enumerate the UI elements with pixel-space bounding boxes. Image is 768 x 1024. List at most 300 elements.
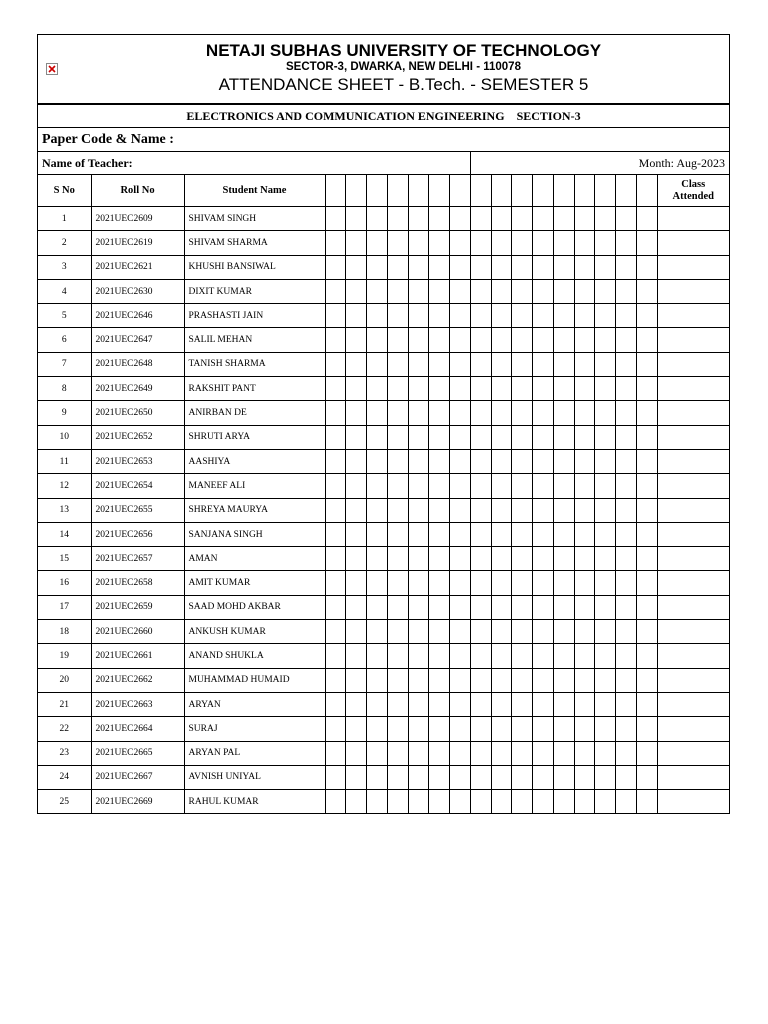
cell-day[interactable] <box>387 692 408 716</box>
cell-attended[interactable] <box>657 377 729 401</box>
cell-day[interactable] <box>346 522 367 546</box>
cell-day[interactable] <box>512 449 533 473</box>
cell-day[interactable] <box>616 522 637 546</box>
cell-day[interactable] <box>325 571 346 595</box>
cell-day[interactable] <box>325 692 346 716</box>
cell-day[interactable] <box>367 231 388 255</box>
cell-day[interactable] <box>512 765 533 789</box>
cell-day[interactable] <box>346 717 367 741</box>
cell-day[interactable] <box>553 620 574 644</box>
cell-day[interactable] <box>450 255 471 279</box>
cell-day[interactable] <box>470 644 491 668</box>
cell-day[interactable] <box>367 425 388 449</box>
cell-day[interactable] <box>553 692 574 716</box>
cell-day[interactable] <box>470 571 491 595</box>
cell-day[interactable] <box>636 620 657 644</box>
cell-day[interactable] <box>595 328 616 352</box>
cell-day[interactable] <box>533 547 554 571</box>
cell-day[interactable] <box>367 522 388 546</box>
cell-day[interactable] <box>367 328 388 352</box>
cell-day[interactable] <box>512 741 533 765</box>
cell-day[interactable] <box>387 231 408 255</box>
cell-day[interactable] <box>616 328 637 352</box>
cell-day[interactable] <box>636 595 657 619</box>
cell-attended[interactable] <box>657 425 729 449</box>
cell-day[interactable] <box>429 547 450 571</box>
cell-attended[interactable] <box>657 692 729 716</box>
cell-day[interactable] <box>408 522 429 546</box>
cell-day[interactable] <box>574 571 595 595</box>
cell-day[interactable] <box>408 231 429 255</box>
cell-day[interactable] <box>574 377 595 401</box>
cell-day[interactable] <box>512 595 533 619</box>
cell-day[interactable] <box>553 449 574 473</box>
cell-day[interactable] <box>595 547 616 571</box>
cell-day[interactable] <box>408 765 429 789</box>
cell-day[interactable] <box>429 498 450 522</box>
cell-day[interactable] <box>346 620 367 644</box>
cell-day[interactable] <box>491 231 512 255</box>
cell-day[interactable] <box>616 425 637 449</box>
cell-day[interactable] <box>325 401 346 425</box>
cell-day[interactable] <box>450 498 471 522</box>
cell-day[interactable] <box>595 765 616 789</box>
cell-day[interactable] <box>595 571 616 595</box>
cell-day[interactable] <box>595 304 616 328</box>
cell-day[interactable] <box>450 595 471 619</box>
cell-day[interactable] <box>636 644 657 668</box>
cell-day[interactable] <box>387 279 408 303</box>
cell-day[interactable] <box>553 207 574 231</box>
cell-day[interactable] <box>636 304 657 328</box>
cell-day[interactable] <box>450 790 471 814</box>
cell-day[interactable] <box>470 279 491 303</box>
cell-day[interactable] <box>636 571 657 595</box>
cell-day[interactable] <box>408 425 429 449</box>
cell-day[interactable] <box>367 668 388 692</box>
cell-day[interactable] <box>387 571 408 595</box>
cell-day[interactable] <box>346 571 367 595</box>
cell-day[interactable] <box>429 474 450 498</box>
cell-day[interactable] <box>574 644 595 668</box>
cell-day[interactable] <box>450 304 471 328</box>
cell-attended[interactable] <box>657 595 729 619</box>
cell-day[interactable] <box>553 765 574 789</box>
cell-day[interactable] <box>636 717 657 741</box>
cell-day[interactable] <box>450 425 471 449</box>
cell-day[interactable] <box>595 595 616 619</box>
cell-day[interactable] <box>636 474 657 498</box>
cell-day[interactable] <box>512 498 533 522</box>
cell-day[interactable] <box>325 377 346 401</box>
cell-day[interactable] <box>616 668 637 692</box>
cell-day[interactable] <box>574 547 595 571</box>
cell-day[interactable] <box>346 668 367 692</box>
cell-day[interactable] <box>491 425 512 449</box>
cell-day[interactable] <box>595 620 616 644</box>
cell-day[interactable] <box>367 401 388 425</box>
cell-day[interactable] <box>408 620 429 644</box>
cell-day[interactable] <box>553 547 574 571</box>
cell-day[interactable] <box>429 231 450 255</box>
cell-day[interactable] <box>616 717 637 741</box>
cell-day[interactable] <box>387 352 408 376</box>
cell-day[interactable] <box>429 377 450 401</box>
cell-day[interactable] <box>346 644 367 668</box>
cell-day[interactable] <box>408 449 429 473</box>
cell-day[interactable] <box>408 571 429 595</box>
cell-day[interactable] <box>367 717 388 741</box>
cell-day[interactable] <box>408 668 429 692</box>
cell-day[interactable] <box>325 522 346 546</box>
cell-day[interactable] <box>450 571 471 595</box>
cell-day[interactable] <box>450 620 471 644</box>
cell-attended[interactable] <box>657 304 729 328</box>
cell-day[interactable] <box>512 207 533 231</box>
cell-day[interactable] <box>553 790 574 814</box>
cell-day[interactable] <box>595 425 616 449</box>
cell-day[interactable] <box>491 304 512 328</box>
cell-day[interactable] <box>367 352 388 376</box>
cell-day[interactable] <box>512 474 533 498</box>
cell-day[interactable] <box>636 255 657 279</box>
cell-day[interactable] <box>387 644 408 668</box>
cell-day[interactable] <box>636 790 657 814</box>
cell-day[interactable] <box>325 304 346 328</box>
cell-day[interactable] <box>574 328 595 352</box>
cell-attended[interactable] <box>657 449 729 473</box>
cell-day[interactable] <box>408 377 429 401</box>
cell-day[interactable] <box>470 425 491 449</box>
cell-day[interactable] <box>346 692 367 716</box>
cell-day[interactable] <box>408 717 429 741</box>
cell-day[interactable] <box>595 401 616 425</box>
cell-day[interactable] <box>387 474 408 498</box>
cell-day[interactable] <box>616 644 637 668</box>
cell-day[interactable] <box>367 741 388 765</box>
cell-day[interactable] <box>470 668 491 692</box>
cell-day[interactable] <box>429 644 450 668</box>
cell-day[interactable] <box>325 255 346 279</box>
cell-attended[interactable] <box>657 498 729 522</box>
cell-day[interactable] <box>553 352 574 376</box>
cell-day[interactable] <box>553 401 574 425</box>
cell-day[interactable] <box>387 790 408 814</box>
cell-day[interactable] <box>450 279 471 303</box>
cell-day[interactable] <box>470 304 491 328</box>
cell-day[interactable] <box>636 498 657 522</box>
cell-day[interactable] <box>387 377 408 401</box>
cell-day[interactable] <box>533 255 554 279</box>
cell-day[interactable] <box>367 255 388 279</box>
cell-day[interactable] <box>553 279 574 303</box>
cell-day[interactable] <box>616 231 637 255</box>
cell-day[interactable] <box>616 279 637 303</box>
cell-day[interactable] <box>429 304 450 328</box>
cell-day[interactable] <box>533 620 554 644</box>
cell-attended[interactable] <box>657 474 729 498</box>
cell-day[interactable] <box>325 790 346 814</box>
cell-day[interactable] <box>367 474 388 498</box>
cell-day[interactable] <box>408 328 429 352</box>
cell-day[interactable] <box>574 765 595 789</box>
cell-day[interactable] <box>636 547 657 571</box>
cell-day[interactable] <box>491 377 512 401</box>
cell-day[interactable] <box>595 207 616 231</box>
cell-day[interactable] <box>470 741 491 765</box>
cell-day[interactable] <box>533 522 554 546</box>
cell-day[interactable] <box>346 231 367 255</box>
cell-day[interactable] <box>429 668 450 692</box>
cell-day[interactable] <box>408 401 429 425</box>
cell-day[interactable] <box>450 692 471 716</box>
cell-day[interactable] <box>325 547 346 571</box>
cell-day[interactable] <box>325 595 346 619</box>
cell-day[interactable] <box>470 207 491 231</box>
cell-day[interactable] <box>367 595 388 619</box>
cell-day[interactable] <box>595 474 616 498</box>
cell-day[interactable] <box>367 377 388 401</box>
cell-day[interactable] <box>491 571 512 595</box>
cell-day[interactable] <box>470 595 491 619</box>
cell-day[interactable] <box>450 352 471 376</box>
cell-day[interactable] <box>429 522 450 546</box>
cell-day[interactable] <box>367 571 388 595</box>
cell-day[interactable] <box>346 498 367 522</box>
cell-attended[interactable] <box>657 765 729 789</box>
cell-day[interactable] <box>408 741 429 765</box>
cell-day[interactable] <box>325 231 346 255</box>
cell-day[interactable] <box>512 790 533 814</box>
cell-day[interactable] <box>616 620 637 644</box>
cell-day[interactable] <box>450 522 471 546</box>
cell-day[interactable] <box>429 328 450 352</box>
cell-day[interactable] <box>450 547 471 571</box>
cell-day[interactable] <box>387 304 408 328</box>
cell-day[interactable] <box>512 279 533 303</box>
cell-day[interactable] <box>367 304 388 328</box>
cell-day[interactable] <box>346 474 367 498</box>
cell-day[interactable] <box>512 668 533 692</box>
cell-day[interactable] <box>408 790 429 814</box>
cell-day[interactable] <box>553 668 574 692</box>
cell-day[interactable] <box>616 449 637 473</box>
cell-day[interactable] <box>470 401 491 425</box>
cell-day[interactable] <box>616 255 637 279</box>
cell-day[interactable] <box>491 498 512 522</box>
cell-attended[interactable] <box>657 620 729 644</box>
cell-day[interactable] <box>533 304 554 328</box>
cell-day[interactable] <box>429 352 450 376</box>
cell-day[interactable] <box>325 498 346 522</box>
cell-day[interactable] <box>595 790 616 814</box>
cell-attended[interactable] <box>657 255 729 279</box>
cell-day[interactable] <box>325 207 346 231</box>
cell-attended[interactable] <box>657 231 729 255</box>
cell-attended[interactable] <box>657 279 729 303</box>
cell-day[interactable] <box>553 522 574 546</box>
cell-day[interactable] <box>512 620 533 644</box>
cell-day[interactable] <box>450 449 471 473</box>
cell-day[interactable] <box>616 207 637 231</box>
cell-day[interactable] <box>574 352 595 376</box>
cell-day[interactable] <box>574 255 595 279</box>
cell-day[interactable] <box>616 377 637 401</box>
cell-day[interactable] <box>491 279 512 303</box>
cell-day[interactable] <box>574 474 595 498</box>
cell-day[interactable] <box>636 352 657 376</box>
cell-day[interactable] <box>325 328 346 352</box>
cell-day[interactable] <box>450 474 471 498</box>
cell-day[interactable] <box>367 620 388 644</box>
cell-day[interactable] <box>616 571 637 595</box>
cell-day[interactable] <box>325 765 346 789</box>
cell-day[interactable] <box>346 255 367 279</box>
cell-day[interactable] <box>491 207 512 231</box>
cell-day[interactable] <box>512 571 533 595</box>
cell-day[interactable] <box>533 717 554 741</box>
cell-day[interactable] <box>616 595 637 619</box>
cell-day[interactable] <box>367 644 388 668</box>
cell-day[interactable] <box>429 692 450 716</box>
cell-day[interactable] <box>346 790 367 814</box>
cell-day[interactable] <box>533 352 554 376</box>
cell-day[interactable] <box>512 717 533 741</box>
cell-day[interactable] <box>595 498 616 522</box>
cell-day[interactable] <box>346 352 367 376</box>
cell-day[interactable] <box>512 328 533 352</box>
cell-day[interactable] <box>491 620 512 644</box>
cell-day[interactable] <box>512 522 533 546</box>
cell-day[interactable] <box>491 765 512 789</box>
cell-day[interactable] <box>470 377 491 401</box>
cell-day[interactable] <box>616 304 637 328</box>
cell-day[interactable] <box>491 717 512 741</box>
cell-day[interactable] <box>408 279 429 303</box>
cell-day[interactable] <box>408 595 429 619</box>
cell-day[interactable] <box>491 522 512 546</box>
cell-day[interactable] <box>346 328 367 352</box>
cell-day[interactable] <box>408 207 429 231</box>
cell-day[interactable] <box>367 692 388 716</box>
cell-day[interactable] <box>553 255 574 279</box>
cell-day[interactable] <box>470 231 491 255</box>
cell-day[interactable] <box>553 304 574 328</box>
cell-day[interactable] <box>367 790 388 814</box>
cell-day[interactable] <box>470 449 491 473</box>
cell-attended[interactable] <box>657 547 729 571</box>
cell-day[interactable] <box>512 377 533 401</box>
cell-day[interactable] <box>470 328 491 352</box>
cell-day[interactable] <box>533 328 554 352</box>
cell-day[interactable] <box>387 328 408 352</box>
cell-day[interactable] <box>367 279 388 303</box>
cell-day[interactable] <box>512 304 533 328</box>
cell-day[interactable] <box>367 498 388 522</box>
cell-day[interactable] <box>553 474 574 498</box>
cell-day[interactable] <box>574 425 595 449</box>
cell-day[interactable] <box>616 790 637 814</box>
cell-attended[interactable] <box>657 717 729 741</box>
cell-day[interactable] <box>533 741 554 765</box>
cell-day[interactable] <box>491 474 512 498</box>
cell-day[interactable] <box>533 498 554 522</box>
cell-day[interactable] <box>450 207 471 231</box>
cell-attended[interactable] <box>657 522 729 546</box>
cell-day[interactable] <box>387 425 408 449</box>
cell-day[interactable] <box>470 522 491 546</box>
cell-day[interactable] <box>636 765 657 789</box>
cell-day[interactable] <box>408 255 429 279</box>
cell-day[interactable] <box>533 765 554 789</box>
cell-attended[interactable] <box>657 741 729 765</box>
cell-day[interactable] <box>636 231 657 255</box>
cell-day[interactable] <box>346 765 367 789</box>
cell-day[interactable] <box>429 401 450 425</box>
cell-day[interactable] <box>470 547 491 571</box>
cell-attended[interactable] <box>657 207 729 231</box>
cell-day[interactable] <box>533 692 554 716</box>
cell-day[interactable] <box>636 522 657 546</box>
cell-day[interactable] <box>595 522 616 546</box>
cell-day[interactable] <box>325 644 346 668</box>
cell-day[interactable] <box>533 377 554 401</box>
cell-day[interactable] <box>574 207 595 231</box>
cell-day[interactable] <box>470 352 491 376</box>
cell-day[interactable] <box>574 449 595 473</box>
cell-day[interactable] <box>450 668 471 692</box>
cell-day[interactable] <box>574 668 595 692</box>
cell-day[interactable] <box>408 304 429 328</box>
cell-day[interactable] <box>574 498 595 522</box>
cell-day[interactable] <box>387 547 408 571</box>
cell-day[interactable] <box>387 620 408 644</box>
cell-day[interactable] <box>636 401 657 425</box>
cell-day[interactable] <box>429 741 450 765</box>
cell-day[interactable] <box>346 401 367 425</box>
cell-day[interactable] <box>636 668 657 692</box>
cell-day[interactable] <box>512 231 533 255</box>
cell-day[interactable] <box>553 498 574 522</box>
cell-day[interactable] <box>533 790 554 814</box>
cell-day[interactable] <box>470 790 491 814</box>
cell-day[interactable] <box>367 547 388 571</box>
cell-day[interactable] <box>636 207 657 231</box>
cell-day[interactable] <box>470 498 491 522</box>
cell-day[interactable] <box>491 790 512 814</box>
cell-day[interactable] <box>429 620 450 644</box>
cell-day[interactable] <box>533 425 554 449</box>
cell-day[interactable] <box>491 741 512 765</box>
cell-day[interactable] <box>491 328 512 352</box>
cell-day[interactable] <box>346 207 367 231</box>
cell-day[interactable] <box>616 741 637 765</box>
cell-day[interactable] <box>574 401 595 425</box>
cell-day[interactable] <box>512 255 533 279</box>
cell-day[interactable] <box>636 425 657 449</box>
cell-day[interactable] <box>408 644 429 668</box>
cell-day[interactable] <box>512 425 533 449</box>
cell-day[interactable] <box>533 474 554 498</box>
cell-day[interactable] <box>470 474 491 498</box>
cell-day[interactable] <box>574 304 595 328</box>
cell-day[interactable] <box>408 547 429 571</box>
cell-day[interactable] <box>429 279 450 303</box>
cell-day[interactable] <box>512 547 533 571</box>
cell-day[interactable] <box>429 595 450 619</box>
cell-day[interactable] <box>450 401 471 425</box>
cell-day[interactable] <box>553 425 574 449</box>
